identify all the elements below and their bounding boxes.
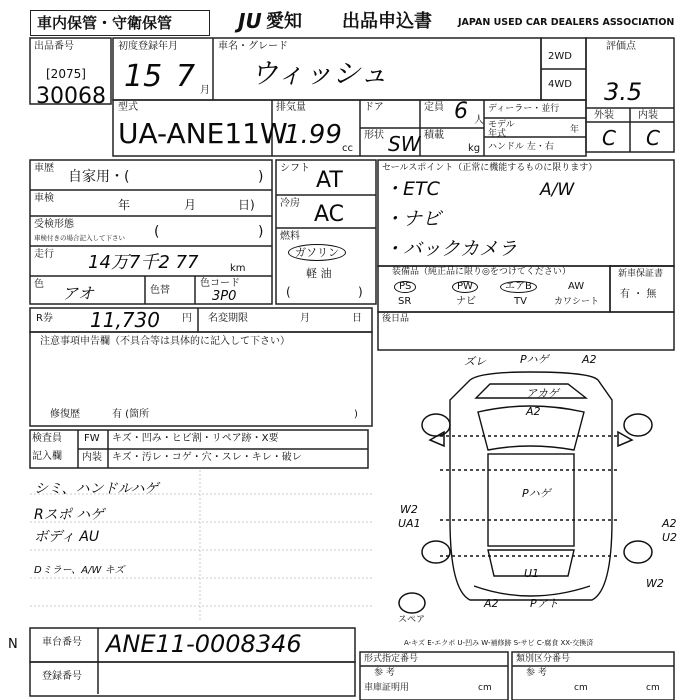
rating-value: 3.5 [604,78,643,106]
fuel-close: ) [358,285,363,299]
inspection-year: 年 [118,198,131,212]
recycle-unit: 円 [182,313,192,324]
name-change-day: 日 [352,313,362,324]
recycle-value: 11,730 [90,308,160,332]
spare-label: スペア [398,615,426,625]
color-value: アオ [62,284,94,303]
model-year-label2: 年式 [488,129,507,139]
warranty-label: 新車保証書 [618,269,664,279]
inspector-note-3: ボディ AU [34,529,100,545]
storage-label: 車内保管・守衛保管 [37,14,173,32]
sales-point-item-2: ・ナビ [384,208,442,230]
ref-label-1: 参 考 [374,668,395,678]
diagram-note-u2-right: U2 [662,531,678,544]
inspection-label: 車検 [34,193,54,204]
inspector-note-4: Dミラー、A/W キズ [34,565,125,576]
sales-point-item-1: ・ETC [384,178,440,200]
inspector-label-2: 記入欄 [32,451,62,462]
mileage-label: 走行 [34,249,54,260]
inspection-day: 日) [238,198,255,212]
cm-1: cm [478,683,492,693]
mileage-unit: km [230,263,246,274]
ref-label-2: 参 考 [526,668,547,678]
equip-leather-seat: カワシート [554,297,600,307]
drive-4wd: 4WD [548,79,572,90]
lot-number-label: 出品番号 [34,41,74,52]
month-unit: 月 [200,85,210,96]
color-code-label: 色コード [200,278,240,289]
diagram-note-a2-rear: A2 [484,597,499,610]
displacement-unit: cc [342,143,353,154]
registration-label: 初度登録年月 [118,41,178,52]
color-change-label: 色替 [150,285,170,296]
cm-3: cm [646,683,660,693]
name-change-label: 名変期限 [208,313,248,324]
shift-label: シフト [280,163,310,174]
capacity-label: 定員 [424,102,444,113]
diagram-note-ua1: UA1 [398,517,421,530]
car-name-value: ウィッシュ [250,57,388,90]
door-label: ドア [364,102,384,113]
equip-ps: PS [394,281,416,293]
rear-seat-label: 後日品 [382,314,410,324]
class-spec-label: 類別区分番号 [516,654,571,664]
interior-grade: C [646,126,660,150]
equip-tv: TV [514,296,527,307]
damage-legend: A-キズ E-エクボ U-凹み W-補修跡 S-サビ C-腐食 XX-交換済 [404,639,594,647]
diagram-note-phage-top: Pハゲ [520,353,549,366]
n-mark: N [8,637,18,652]
equip-navi: ナビ [456,296,476,307]
color-label: 色 [34,279,44,290]
fuel-open: ( [286,285,291,299]
equip-pw: PW [452,281,478,293]
inspector-row2: キズ・汚レ・コゲ・穴・スレ・キレ・破レ [112,452,302,463]
inspector-row2-head: 内装 [82,452,102,463]
chassis-label: 車台番号 [42,637,82,648]
shape-value: SW [388,132,421,156]
aircon-value: AC [314,202,345,227]
dealer-label: ディーラー・並行 [488,104,560,114]
inspection-month: 月 [184,198,197,212]
diagram-note-a2-right: A2 [662,517,677,530]
diagram-note-akage: アカゲ [526,387,559,400]
cert-label: 車庫証明用 [364,683,410,693]
diagram-note-w2-right: W2 [646,577,664,590]
repair-value: 有 (箇所 [112,409,150,420]
shape-label: 形状 [364,130,384,141]
registration-year: 15 [124,59,163,94]
mileage-value: 14万7千2 77 [88,252,199,273]
car-name-label: 車名・グレード [218,41,288,52]
repair-close: ) [354,409,358,420]
equipment-label: 装備品（純正品に限り◎をつけてください） [392,267,571,277]
name-change-month: 月 [300,313,310,324]
cm-2: cm [574,683,588,693]
capacity-unit: 人 [474,115,484,126]
diagram-note-u1: U1 [524,567,540,580]
sales-point-aw: A/W [540,180,575,200]
interior-label: 内装 [638,110,658,121]
association-name: JAPAN USED CAR DEALERS ASSOCIATION [458,17,675,28]
logo-aichi: 愛知 [266,11,302,32]
chassis-number: ANE11-0008346 [106,630,302,658]
capacity-value: 6 [454,99,468,124]
equip-airbag: エアB [500,281,537,293]
fuel-label: 燃料 [280,231,300,242]
shift-value: AT [316,168,343,193]
storage-label-box [30,10,210,36]
notes-label: 注意事項申告欄（不具合等は具体的に記入して下さい） [40,336,290,347]
handle-label: ハンドル 左・右 [488,142,554,152]
ju-logo: JU [238,9,262,33]
inspector-note-2: Rスポ ハゲ [34,507,105,523]
acceptance-sub: 車検付きの場合記入して下さい [34,234,125,242]
sales-point-label: セールスポイント（正常に機能するものに限ります） [382,163,598,173]
inspector-label-1: 検査員 [32,433,62,444]
inspector-row1: キズ・凹み・ヒビ割・リペア跡・X要 [112,433,279,444]
aircon-label: 冷房 [280,198,300,209]
exterior-label: 外装 [594,110,614,121]
form-spec-label: 形式指定番号 [364,654,419,664]
history-value: 自家用・( [68,169,130,185]
sales-point-item-3: ・バックカメラ [384,238,518,260]
load-unit: kg [468,143,481,154]
repair-label: 修復歴 [50,409,80,420]
diagram-note-a2-hood: A2 [526,405,541,418]
exterior-grade: C [602,126,616,150]
lot-bracket-number: [2075] [46,67,86,81]
form-title: 出品申込書 [342,11,432,32]
drive-2wd: 2WD [548,51,572,62]
model-label: 型式 [118,102,138,113]
diagram-note-a2-top: A2 [582,353,597,366]
warranty-value: 有 ・ 無 [620,289,657,300]
equip-sr: SR [398,296,412,307]
wheel-icons [399,414,652,613]
rating-label: 評価点 [606,41,636,52]
diagram-note-w2-left: W2 [400,503,418,516]
acceptance-open: ( [154,224,160,240]
displacement-value: 1.99 [284,120,342,150]
year-unit: 年 [570,125,580,135]
diagram-note-phage-roof: Pハゲ [522,487,551,500]
model-year-label1: モデル [488,120,515,130]
acceptance-label: 受検形態 [34,219,74,230]
history-label: 車歴 [34,163,54,174]
displacement-label: 排気量 [276,102,306,113]
inspector-note-1: シミ、ハンドルハゲ [34,481,159,497]
color-code-value: 3P0 [212,289,237,304]
fuel-diesel: 軽 油 [306,267,332,280]
load-label: 積載 [424,130,444,141]
model-value: UA-ANE11W [118,117,288,150]
fuel-gasoline: ガソリン [288,244,346,261]
recycle-label: R券 [36,313,53,324]
lot-number: 30068 [36,84,106,109]
registration-number-label: 登録番号 [42,671,82,682]
equip-aw: AW [568,281,585,292]
acceptance-close: ) [258,224,264,240]
diagram-note-pato: Pアト [530,597,559,610]
inspector-row1-head: FW [84,433,100,444]
registration-month: 7 [176,59,196,94]
diagram-note-zure: ズレ [464,355,486,368]
history-close: ) [258,169,264,185]
